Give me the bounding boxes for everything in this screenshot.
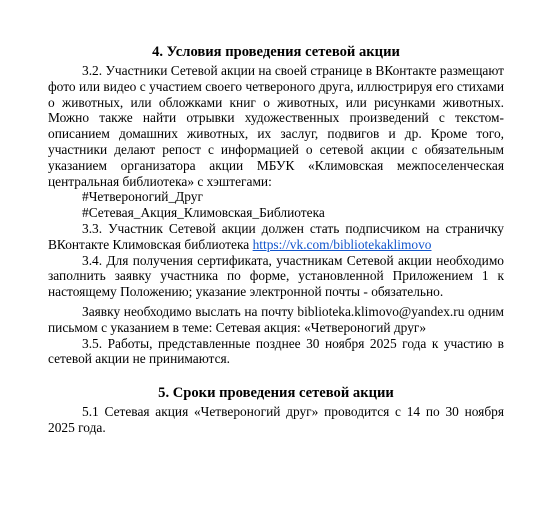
hashtag-chetveronogiy-drug: #Четвероногий_Друг xyxy=(82,189,203,205)
section-5-heading: 5. Сроки проведения сетевой акции xyxy=(158,385,394,402)
paragraph-3-2: 3.2. Участники Сетевой акции на своей странице в ВКонтакте размещают фото или видео с участием своего четвероного друга, иллюстрируя его стихами о животных, или обложками книг о животных, или рисунками животных. Можно также найти отрывки художественных произведений с текстом-описанием домашних животных, их заслуг, подвигов и др. Кроме того, участники делают репост с информацией о сетевой акции с обязательным указанием организатора акции МБУК «Климовская межпоселенческая центральная библиотека» с хэштегами: xyxy=(48,63,504,189)
paragraph-3-3-text: 3.3. Участник Сетевой акции должен стать подписчиком на страничку ВКонтакте Климовская библиотека xyxy=(48,220,504,252)
paragraph-3-3 xyxy=(48,221,504,253)
document-page xyxy=(48,44,504,436)
paragraph-email: Заявку необходимо выслать на почту biblioteka.klimovo@yandex.ru одним письмом с указанием в теме: Сетевая акция: «Четвероногий друг» xyxy=(48,303,504,335)
vk-link[interactable]: https://vk.com/bibliotekaklimovo xyxy=(252,236,432,252)
section-5 xyxy=(48,385,504,436)
paragraph-3-4: 3.4. Для получения сертификата, участникам Сетевой акции необходимо заполнить заявку участника по форме, установленной Приложением 1 к настоящему Положению; указание электронной почты - обязательно. xyxy=(48,252,504,300)
hashtag-setevaya-akciya: #Сетевая_Акция_Климовская_Библиотека xyxy=(82,205,325,221)
paragraph-3-5: 3.5. Работы, представленные позднее 30 ноября 2025 года к участию в сетевой акции не принимаются. xyxy=(48,335,504,367)
section-4-heading: 4. Условия проведения сетевой акции xyxy=(152,44,400,60)
paragraph-5-1: 5.1 Сетевая акция «Четвероногий друг» проводится с 14 по 30 ноября 2025 года. xyxy=(48,404,504,435)
